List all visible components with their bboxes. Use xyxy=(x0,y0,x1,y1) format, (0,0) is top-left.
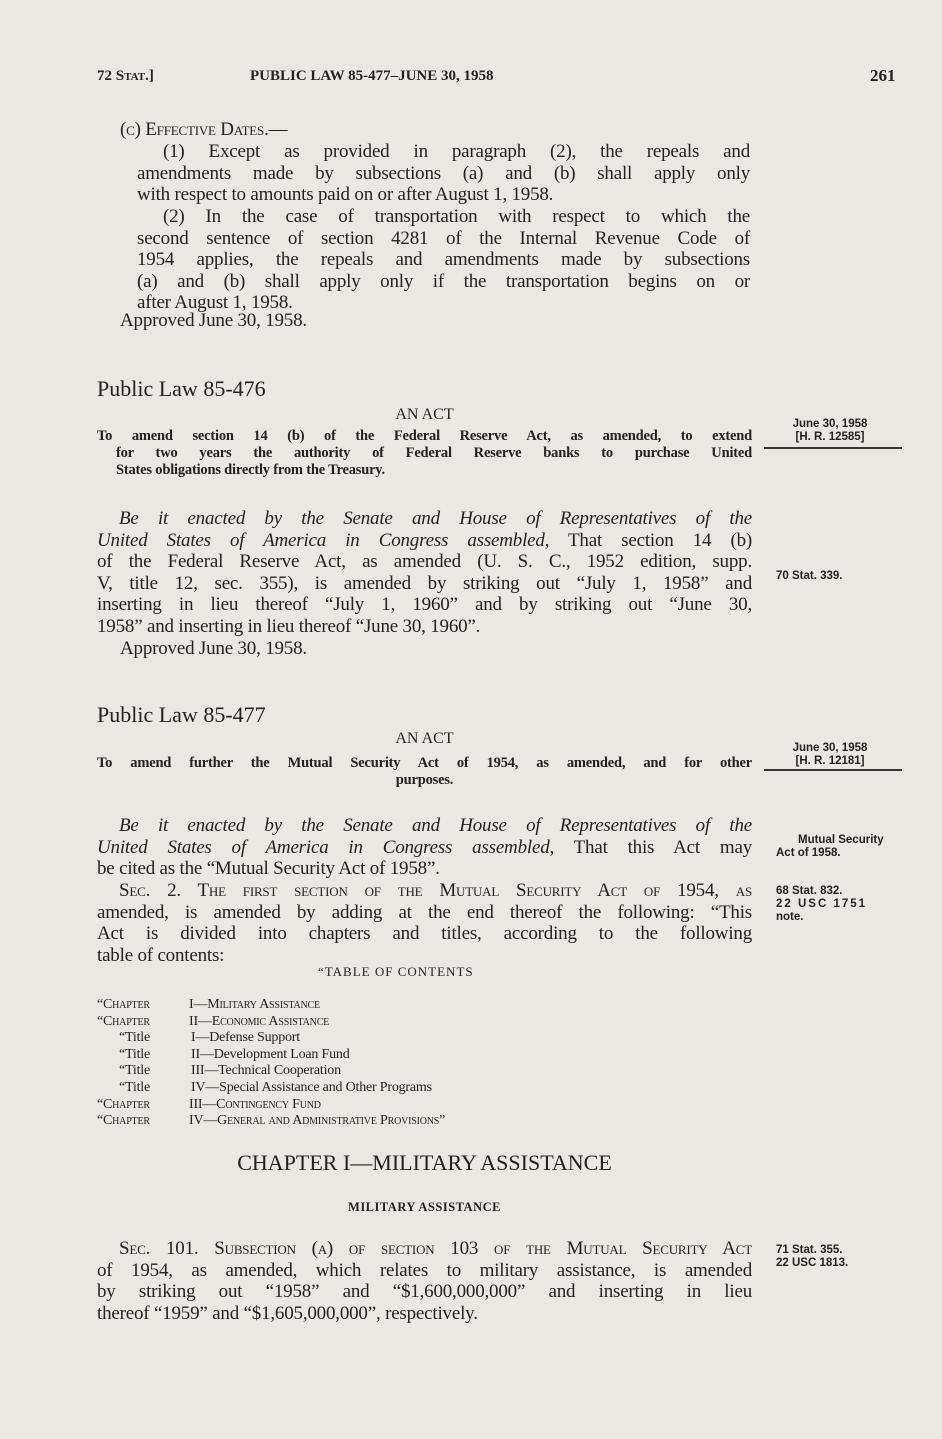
margin-date-bill xyxy=(780,742,880,768)
section-subheading: MILITARY ASSISTANCE xyxy=(348,1200,501,1214)
text-line: (a) and (b) shall apply only if the transportation begins on or xyxy=(137,270,750,292)
roman-text: V, title 12, sec. 355), is amended by striking out “July 1, 1958” and xyxy=(97,572,752,594)
margin-note-line: 68 Stat. 832. xyxy=(776,885,843,897)
margin-sec101-citation xyxy=(776,1244,848,1270)
page-number: 261 xyxy=(870,66,896,85)
toc-label: “Chapter xyxy=(97,1096,150,1112)
italic-text: Be it enacted by the Senate and House of Representatives of the xyxy=(119,815,752,836)
approved-date: Approved June 30, 1958. xyxy=(120,310,307,331)
margin-note-line: Mutual Security xyxy=(798,834,884,846)
chapter-heading: CHAPTER I—MILITARY ASSISTANCE xyxy=(237,1150,612,1175)
approved-date: Approved June 30, 1958. xyxy=(120,638,307,659)
an-act-heading: AN ACT xyxy=(395,406,454,423)
stat-label: 72 Stat.] xyxy=(97,68,154,84)
section-line: Sec. 101. Subsection (a) of section 103 of the Mutual Security Act xyxy=(119,1238,752,1259)
toc-label: “Title xyxy=(119,1079,150,1095)
text-line: with respect to amounts paid on or after August 1, 1958. xyxy=(137,184,554,206)
toc-entry xyxy=(97,1080,445,1097)
text-line: (2) In the case of transportation with respect to which the xyxy=(163,206,750,227)
enactment-date: June 30, 1958 xyxy=(792,418,868,430)
margin-note-line: 22 USC 1813. xyxy=(776,1257,849,1269)
toc-heading: “TABLE OF CONTENTS xyxy=(318,964,474,979)
text-line: thereof “1959” and “$1,605,000,000”, respectively. xyxy=(97,1302,478,1324)
text-line xyxy=(97,880,752,902)
effective-dates-heading: (c) Effective Dates.— xyxy=(120,119,288,140)
toc-title: IV—General and Administrative Provisions” xyxy=(189,1113,446,1129)
toc-entry xyxy=(97,1030,445,1047)
roman-text: of the Federal Reserve Act, as amended (U. S. C., 1952 edition, supp. xyxy=(97,551,752,573)
text-line: amended, is amended by adding at the end thereof the following: “This xyxy=(97,901,752,923)
section-line: Sec. 2. The first section of the Mutual Security Act of 1954, as xyxy=(119,880,752,901)
toc-entry xyxy=(97,1047,445,1064)
text-line: after August 1, 1958. xyxy=(137,292,293,314)
roman-text: be cited as the “Mutual Security Act of 1958”. xyxy=(97,858,440,880)
public-law-title: Public Law 85-476 xyxy=(97,376,266,401)
margin-date-bill xyxy=(780,418,880,444)
bill-number: [H. R. 12585] xyxy=(795,431,865,443)
enacting-clause xyxy=(97,815,752,880)
italic-text: Be it enacted by the Senate and House of Representatives of the xyxy=(119,508,752,529)
text-line: To amend further the Mutual Security Act of 1954, as amended, and for other xyxy=(97,755,752,771)
margin-rule xyxy=(764,447,902,449)
section-2 xyxy=(97,880,752,966)
text-line: purposes. xyxy=(395,772,454,788)
text-line: To amend section 14 (b) of the Federal Reserve Act, as amended, to extend xyxy=(97,428,752,444)
text-line xyxy=(97,858,752,880)
text-line xyxy=(97,837,752,859)
toc-label: “Chapter xyxy=(97,1013,150,1029)
toc-label: “Title xyxy=(119,1046,150,1062)
toc-title: II—Development Loan Fund xyxy=(191,1046,350,1062)
text-line: 1954 applies, the repeals and amendments made by subsections xyxy=(137,249,750,271)
text-line xyxy=(97,530,752,552)
roman-text: , That this Act may xyxy=(549,836,752,858)
toc-entry xyxy=(97,997,445,1014)
effective-dates-para1 xyxy=(137,141,750,206)
text-line xyxy=(97,551,752,573)
italic-text: United States of America in Congress assembled xyxy=(97,836,550,858)
roman-text: 1958” and inserting in lieu thereof “June 30, 1960”. xyxy=(97,615,481,637)
toc-entry xyxy=(97,1097,445,1114)
toc-entry xyxy=(97,1063,445,1080)
table-of-contents xyxy=(97,997,445,1130)
toc-label: “Title xyxy=(119,1063,150,1079)
toc-title: III—Technical Cooperation xyxy=(191,1063,341,1079)
toc-label: “Title xyxy=(119,1030,150,1046)
toc-title: I—Defense Support xyxy=(191,1030,300,1046)
act-purpose xyxy=(97,755,752,789)
effective-dates-para2 xyxy=(137,206,750,314)
margin-sec2-citation xyxy=(776,885,867,924)
text-line: States obligations directly from the Treasury. xyxy=(116,462,385,478)
toc-title: III—Contingency Fund xyxy=(189,1096,321,1112)
section-101 xyxy=(97,1238,752,1324)
toc-label: “Chapter xyxy=(97,997,150,1012)
act-purpose xyxy=(97,428,752,479)
text-line: amendments made by subsections (a) and (b) shall apply only xyxy=(137,162,750,184)
text-line: of 1954, as amended, which relates to military assistance, is amended xyxy=(97,1259,752,1281)
bill-number: [H. R. 12181] xyxy=(795,755,865,767)
enacting-clause xyxy=(97,508,752,638)
text-line: (1) Except as provided in paragraph (2), the repeals and xyxy=(163,141,750,162)
roman-text: inserting in lieu thereof “July 1, 1960” and by striking out “June 30, xyxy=(97,594,752,616)
text-line: for two years the authority of Federal Reserve banks to purchase United xyxy=(116,445,752,461)
text-line xyxy=(97,508,752,530)
margin-note-line: 22 USC 1751 xyxy=(776,898,868,910)
italic-text: United States of America in Congress assembled xyxy=(97,529,545,551)
roman-text: , That section 14 (b) xyxy=(544,529,752,551)
toc-title: II—Economic Assistance xyxy=(189,1013,330,1029)
toc-label: “Chapter xyxy=(97,1113,150,1129)
text-line xyxy=(97,573,752,595)
margin-rule xyxy=(764,769,902,771)
volume-reference xyxy=(97,68,154,85)
margin-citation: 70 Stat. 339. xyxy=(776,570,843,582)
text-line xyxy=(97,1238,752,1260)
text-line xyxy=(97,616,752,638)
margin-note-line: 71 Stat. 355. xyxy=(776,1244,843,1256)
enactment-date: June 30, 1958 xyxy=(792,742,868,754)
toc-entry xyxy=(97,1113,445,1130)
running-head: PUBLIC LAW 85-477–JUNE 30, 1958 xyxy=(250,68,494,84)
margin-note-line: note. xyxy=(776,911,804,923)
public-law-title: Public Law 85-477 xyxy=(97,702,266,727)
text-line xyxy=(97,594,752,616)
toc-entry xyxy=(97,1014,445,1031)
toc-title: I—Military Assistance xyxy=(189,997,320,1012)
text-line: by striking out “1958” and “$1,600,000,000” and inserting in lieu xyxy=(97,1281,752,1303)
an-act-heading: AN ACT xyxy=(395,730,454,747)
text-line: second sentence of section 4281 of the Internal Revenue Code of xyxy=(137,227,750,249)
text-line: Act is divided into chapters and titles, according to the following xyxy=(97,923,752,945)
margin-note-line: Act of 1958. xyxy=(776,847,841,859)
text-line: table of contents: xyxy=(97,944,225,966)
margin-short-title xyxy=(776,834,884,860)
toc-title: IV—Special Assistance and Other Programs xyxy=(191,1079,432,1095)
text-line xyxy=(97,815,752,837)
